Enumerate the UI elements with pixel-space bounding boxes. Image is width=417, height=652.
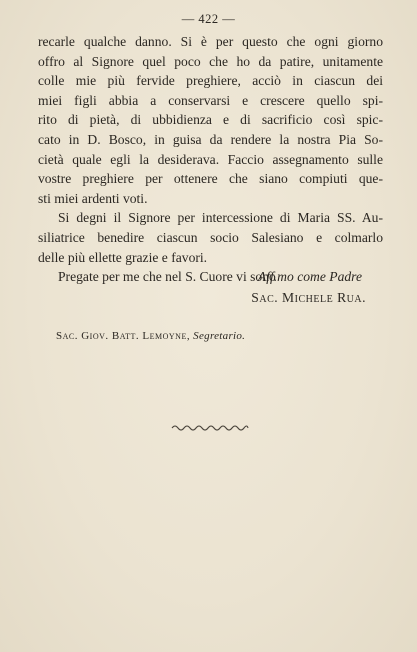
text-line: offro al Signore quel poco che ho da patire, unitamente xyxy=(38,53,383,69)
text-line: Si degni il Signore per intercessione di Maria SS. Au- xyxy=(58,210,383,226)
text-line: sti miei ardenti voti. xyxy=(38,190,148,206)
text-line: colle mie più fervide preghiere, acciò in ciascun dei xyxy=(38,73,383,89)
text-line: cietà quale egli la desiderava. Faccio assegnamento sulle xyxy=(38,151,383,167)
text-line: siliatrice benedire ciascun socio Salesiano e colmarlo xyxy=(38,229,383,245)
secretary-name: Sac. Giov. Batt. Lemoyne, xyxy=(56,330,191,342)
decorative-ornament xyxy=(171,424,249,432)
secretary-role: Segretario. xyxy=(193,330,246,342)
letter-closing xyxy=(38,266,366,308)
text-line: Pregate per me che nel S. Cuore vi sono xyxy=(58,269,276,285)
text-line: vostre preghiere per ottenere che siano compiuti que- xyxy=(38,171,383,187)
closing-role: Aff.mo come Padre xyxy=(257,269,362,284)
signature: Sac. Michele Rua. xyxy=(251,290,366,305)
secretary-line xyxy=(56,330,245,342)
page-number: — 422 — xyxy=(181,12,236,26)
text-line: recarle qualche danno. Si è per questo che ogni giorno xyxy=(38,34,383,49)
letter-body xyxy=(38,32,383,287)
text-line: cato in D. Bosco, in guisa da rendere la nostra Pia So- xyxy=(38,131,383,147)
text-line: rito di pietà, di ubbidienza e di sacrificio così spic- xyxy=(38,112,383,128)
text-line: delle più ellette grazie e favori. xyxy=(38,249,208,265)
text-line: miei figli abbia a conservarsi e crescere quello spi- xyxy=(38,92,383,108)
